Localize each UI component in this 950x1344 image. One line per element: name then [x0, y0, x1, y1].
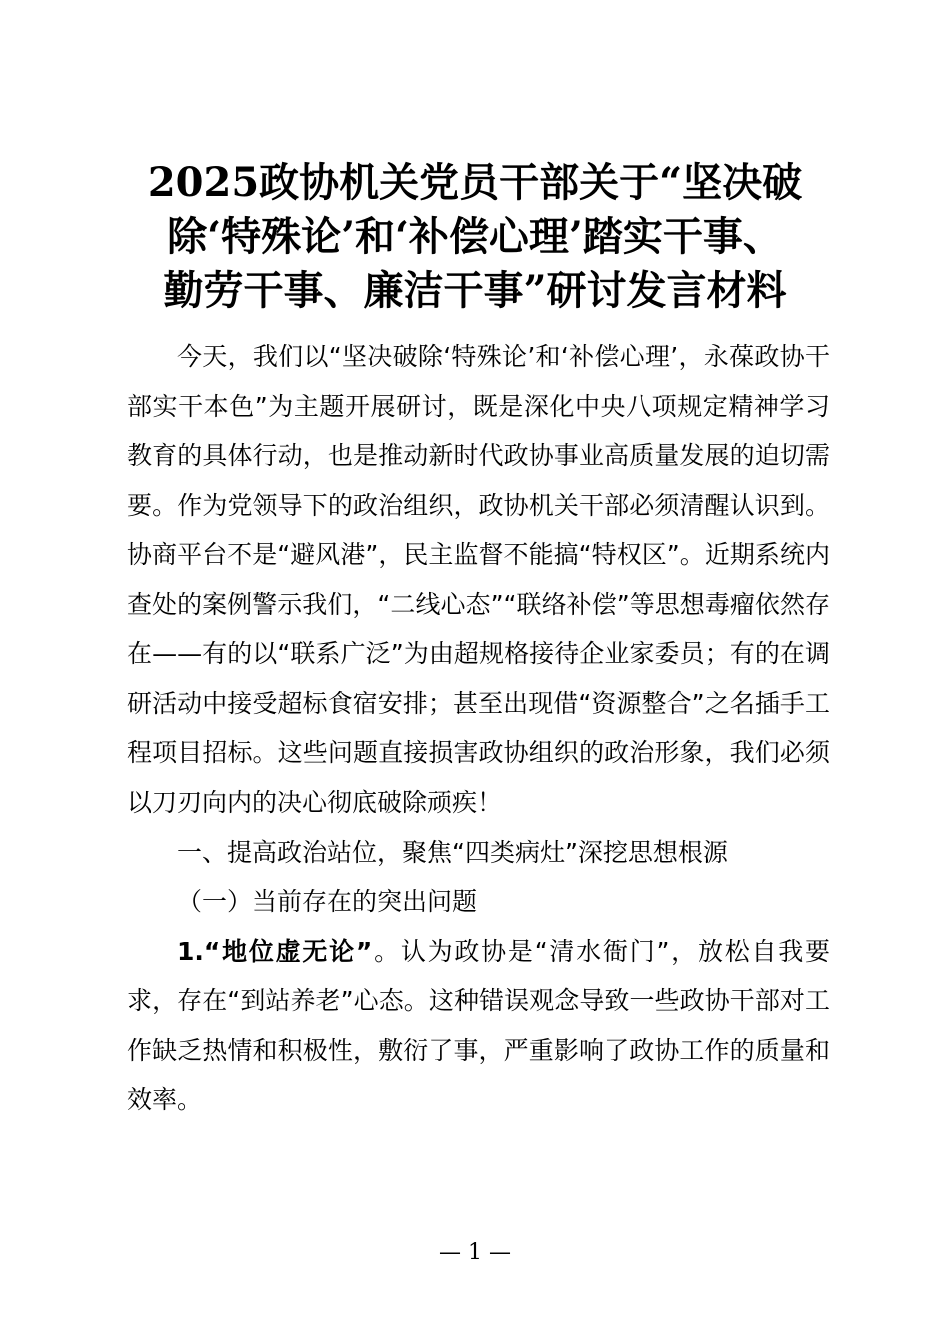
item-1-label: 1.“地位虚无论”: [177, 936, 373, 966]
page-number: — 1 —: [439, 1240, 511, 1265]
title-line-3: 勤劳干事、廉洁干事”研讨发言材料: [163, 267, 787, 314]
section-heading-1: 一、提高政治站位，聚焦“四类病灶”深挖思想根源: [177, 837, 728, 867]
item-1-text: 。认为政协是“清水衙门”，放松自我要求，存在“到站养老”心态。这种错误观念导致一些政协干部对工作缺乏热情和积极性，敷衍了事，严重影响了政协工作的质量和效率。: [127, 936, 830, 1114]
title-line-1: 2025政协机关党员干部关于“坚决破: [147, 159, 803, 206]
document-body: [127, 332, 830, 1125]
document-title: [110, 156, 840, 318]
title-line-2: 除‘特殊论’和‘补偿心理’踏实干事、: [167, 213, 783, 260]
subsection-heading-1: （一）当前存在的突出问题: [177, 887, 478, 916]
item-1-paragraph: [127, 927, 830, 1125]
intro-paragraph: 今天，我们以“坚决破除‘特殊论’和‘补偿心理’，永葆政协干部实干本色”为主题开展研讨，既是深化中央八项规定精神学习教育的具体行动，也是推动新时代政协事业高质量发展的迫切需要。作为党领导下的政治组织，政协机关干部必须清醒认识到。协商平台不是“避风港”，民主监督不能搞“特权区”。近期系统内查处的案例警示我们，“二线心态”“联络补偿”等思想毒瘤依然存在——有的以“联系广泛”为由超规格接待企业家委员；有的在调研活动中接受超标食宿安排；甚至出现借“资源整合”之名插手工程项目招标。这些问题直接损害政协组织的政治形象，我们必须以刀刃向内的决心彻底破除顽疾！: [127, 342, 830, 817]
